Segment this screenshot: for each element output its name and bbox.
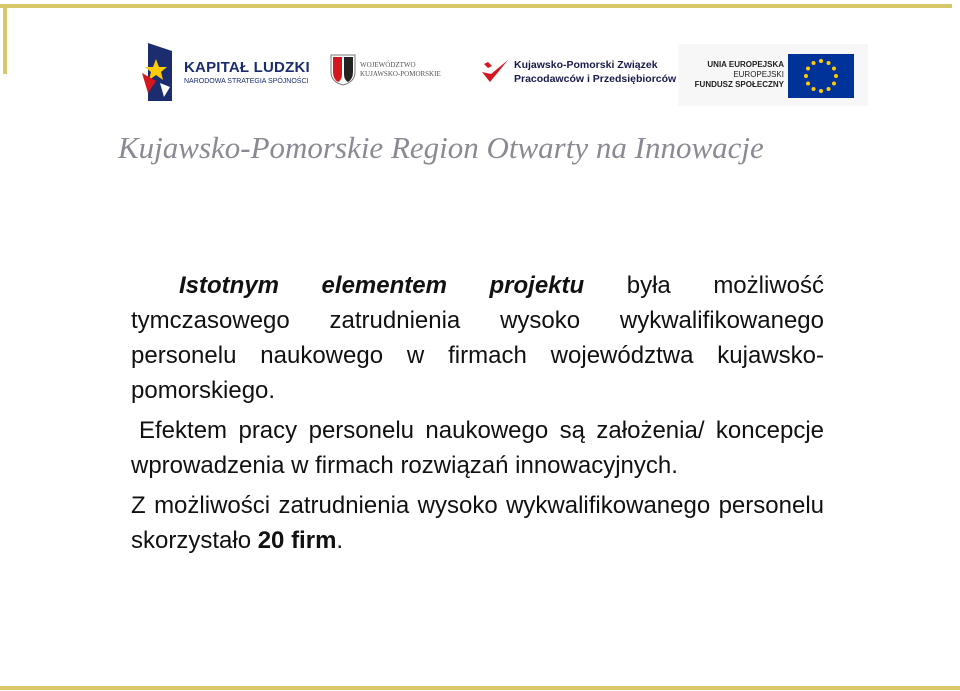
zwiazek-line1: Kujawsko-Pomorski Związek xyxy=(514,59,658,71)
unia-europejska-logo xyxy=(678,44,868,106)
wojewodztwo-line1: WOJEWÓDZTWO xyxy=(360,61,416,69)
logo-strip xyxy=(0,40,960,110)
eu-flag-icon xyxy=(788,54,854,98)
paragraph-3-end: . xyxy=(336,527,344,554)
bottom-frame-line xyxy=(0,686,960,690)
paragraph-3 xyxy=(131,488,824,558)
top-frame-line xyxy=(0,4,952,8)
paragraph-2-text: Efektem pracy personelu naukowego są założenia/ koncepcje wprowadzenia w firmach rozwiązań innowacyjnych. xyxy=(131,417,824,479)
kapital-ludzki-logo xyxy=(142,42,310,102)
wojewodztwo-line2: KUJAWSKO-POMORSKIE xyxy=(360,70,441,78)
ue-line2: EUROPEJSKI xyxy=(733,70,784,79)
page-title: Kujawsko-Pomorskie Region Otwarty na Innowacje xyxy=(118,130,764,165)
wojewodztwo-logo xyxy=(330,54,441,86)
checkmark-icon xyxy=(480,58,510,86)
ue-line3: FUNDUSZ SPOŁECZNY xyxy=(694,80,784,89)
body-text xyxy=(131,268,824,558)
zwiazek-pracodawcow-logo xyxy=(480,58,676,86)
paragraph-3-text: Z możliwości zatrudnienia wysoko wykwalifikowanego personelu skorzystało xyxy=(131,492,824,554)
paragraph-1 xyxy=(131,268,824,408)
kapital-ludzki-title: KAPITAŁ LUDZKI xyxy=(184,59,310,76)
paragraph-2 xyxy=(131,413,824,483)
kapital-ludzki-icon xyxy=(142,43,178,101)
paragraph-1-text: była możliwość tymczasowego zatrudnienia wysoko wykwalifikowanego personelu naukowego w firmach województwa kujawsko-pomorskiego. xyxy=(131,272,824,404)
paragraph-1-emphasis: Istotnym elementem projektu xyxy=(179,272,585,299)
paragraph-3-count: 20 firm xyxy=(257,527,337,554)
coat-of-arms-icon xyxy=(330,54,356,86)
kapital-ludzki-subtitle: NARODOWA STRATEGIA SPÓJNOŚCI xyxy=(184,78,309,85)
zwiazek-line2: Pracodawców i Przedsiębiorców xyxy=(514,73,677,85)
ue-line1: UNIA EUROPEJSKA xyxy=(707,60,784,69)
